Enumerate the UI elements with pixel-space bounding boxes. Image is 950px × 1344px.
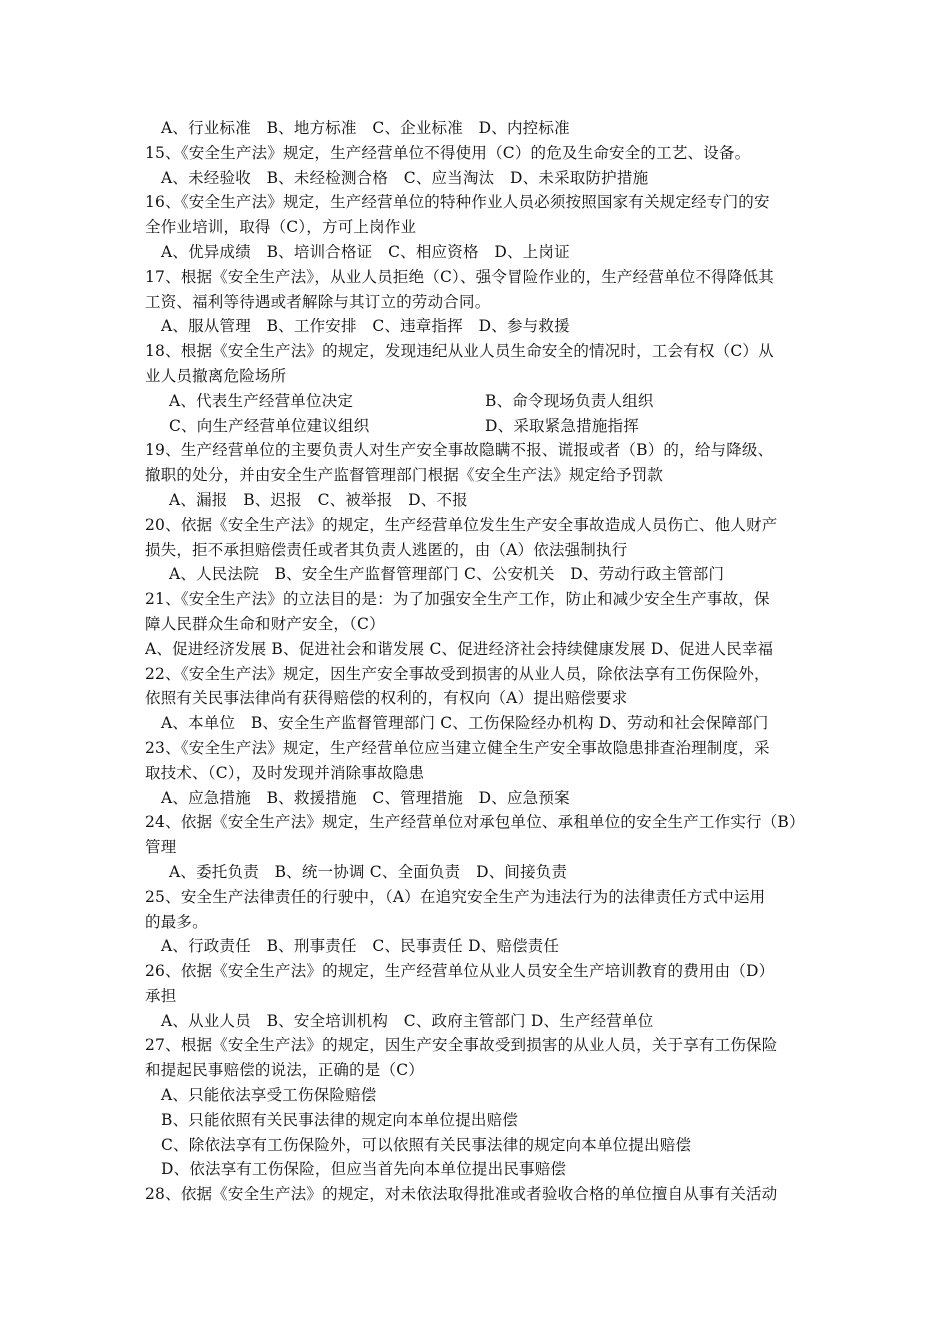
answer-options-15: A、未经验收 B、未经检测合格 C、应当淘汰 D、未采取防护措施 — [161, 168, 649, 187]
question-27-line-1: 27、根据《安全生产法》的规定，因生产安全事故受到损害的从业人员，关于享有工伤保险 — [145, 1036, 778, 1055]
question-16-line-1: 16、《安全生产法》规定，生产经营单位的特种作业人员必须按照国家有关规定经专门的安 — [145, 193, 770, 212]
question-22-line-2: 依照有关民事法律尚有获得赔偿的权利的，有权向（A）提出赔偿要求 — [145, 689, 628, 708]
question-28-line-1: 28、依据《安全生产法》的规定，对未依法取得批准或者验收合格的单位擅自从事有关活动 — [145, 1185, 778, 1204]
question-26-line-1: 26、依据《安全生产法》的规定，生产经营单位从业人员安全生产培训教育的费用由（D） — [145, 962, 775, 981]
question-17-line-1: 17、根据《安全生产法》，从业人员拒绝（C）、强令冒险作业的，生产经营单位不得降低其 — [145, 267, 774, 286]
question-19-line-2: 撤职的处分，并由安全生产监督管理部门根据《安全生产法》规定给予罚款 — [145, 466, 664, 485]
question-18-line-1: 18、根据《安全生产法》的规定，发现违纪从业人员生命安全的情况时，工会有权（C）从 — [145, 342, 774, 361]
question-25-line-2: 的最多。 — [145, 912, 208, 931]
question-16-line-2: 全作业培训，取得（C），方可上岗作业 — [145, 218, 417, 237]
question-23-line-1: 23、《安全生产法》规定，生产经营单位应当建立健全生产安全事故隐患排查治理制度，采 — [145, 738, 770, 757]
question-list — [145, 116, 810, 1207]
question-19-line-1: 19、生产经营单位的主要负责人对生产安全事故隐瞒不报、谎报或者（B）的，给与降级、 — [145, 441, 774, 460]
answer-options-21: A、促进经济发展 B、促进社会和谐发展 C、促进经济社会持续健康发展 D、促进人民幸福 — [145, 639, 774, 658]
question-24-line-1: 24、依据《安全生产法》规定，生产经营单位对承包单位、承租单位的安全生产工作实行（B） — [145, 813, 805, 832]
option-18-a: A、代表生产经营单位决定 — [169, 391, 354, 410]
question-21-line-2: 障人民群众生命和财产安全，（C） — [145, 614, 385, 633]
answer-options-23: A、应急措施 B、救援措施 C、管理措施 D、应急预案 — [161, 788, 570, 807]
answer-options-19: A、漏报 B、迟报 C、被举报 D、不报 — [169, 490, 468, 509]
option-18-b: B、命令现场负责人组织 — [485, 391, 654, 410]
option-18-d: D、采取紧急措施指挥 — [485, 416, 639, 435]
question-22-line-1: 22、《安全生产法》规定，因生产安全事故受到损害的从业人员，除依法享有工伤保险外， — [145, 664, 770, 683]
option-27-c: C、除依法享有工伤保险外，可以依照有关民事法律的规定向本单位提出赔偿 — [161, 1135, 692, 1154]
question-26-line-2: 承担 — [145, 986, 177, 1005]
question-15: 15、《安全生产法》规定，生产经营单位不得使用（C）的危及生命安全的工艺、设备。 — [145, 143, 751, 162]
question-20-line-1: 20、依据《安全生产法》的规定，生产经营单位发生生产安全事故造成人员伤亡、他人财产 — [145, 515, 778, 534]
answer-options-16: A、优异成绩 B、培训合格证 C、相应资格 D、上岗证 — [161, 242, 570, 261]
answer-options-24: A、委托负责 B、统一协调 C、全面负责 D、间接负责 — [169, 862, 568, 881]
answer-options-22: A、本单位 B、安全生产监督管理部门 C、工伤保险经办机构 D、劳动和社会保障部门 — [161, 714, 769, 733]
question-27-line-2: 和提起民事赔偿的说法，正确的是（C） — [145, 1061, 424, 1080]
option-18-c: C、向生产经营单位建议组织 — [169, 416, 370, 435]
answer-options-18-row-1 — [145, 389, 810, 414]
question-23-line-2: 取技术、（C），及时发现并消除事故隐患 — [145, 763, 425, 782]
option-27-d: D、依法享有工伤保险，但应当首先向本单位提出民事赔偿 — [161, 1160, 567, 1179]
option-27-b: B、只能依照有关民事法律的规定向本单位提出赔偿 — [161, 1110, 518, 1129]
answer-options-18-row-2 — [145, 414, 810, 439]
question-18-line-2: 业人员撤离危险场所 — [145, 366, 287, 385]
question-20-line-2: 损失，拒不承担赔偿责任或者其负责人逃匿的，由（A）依法强制执行 — [145, 540, 628, 559]
question-21-line-1: 21、《安全生产法》的立法目的是：为了加强安全生产工作，防止和减少安全生产事故，保 — [145, 590, 770, 609]
answer-options-17: A、服从管理 B、工作安排 C、违章指挥 D、参与救援 — [161, 317, 570, 336]
question-24-line-2: 管理 — [145, 838, 177, 857]
question-25-line-1: 25、安全生产法律责任的行驶中，（A）在追究安全生产为违法行为的法律责任方式中运用 — [145, 887, 766, 906]
answer-options-14: A、行业标准 B、地方标准 C、企业标准 D、内控标准 — [161, 119, 570, 137]
answer-options-26: A、从业人员 B、安全培训机构 C、政府主管部门 D、生产经营单位 — [161, 1011, 654, 1030]
option-27-a: A、只能依法享受工伤保险赔偿 — [161, 1086, 377, 1105]
answer-options-25: A、行政责任 B、刑事责任 C、民事责任 D、赔偿责任 — [161, 937, 560, 956]
answer-options-20: A、人民法院 B、安全生产监督管理部门 C、公安机关 D、劳动行政主管部门 — [169, 565, 725, 584]
question-17-line-2: 工资、福利等待遇或者解除与其订立的劳动合同。 — [145, 292, 491, 311]
